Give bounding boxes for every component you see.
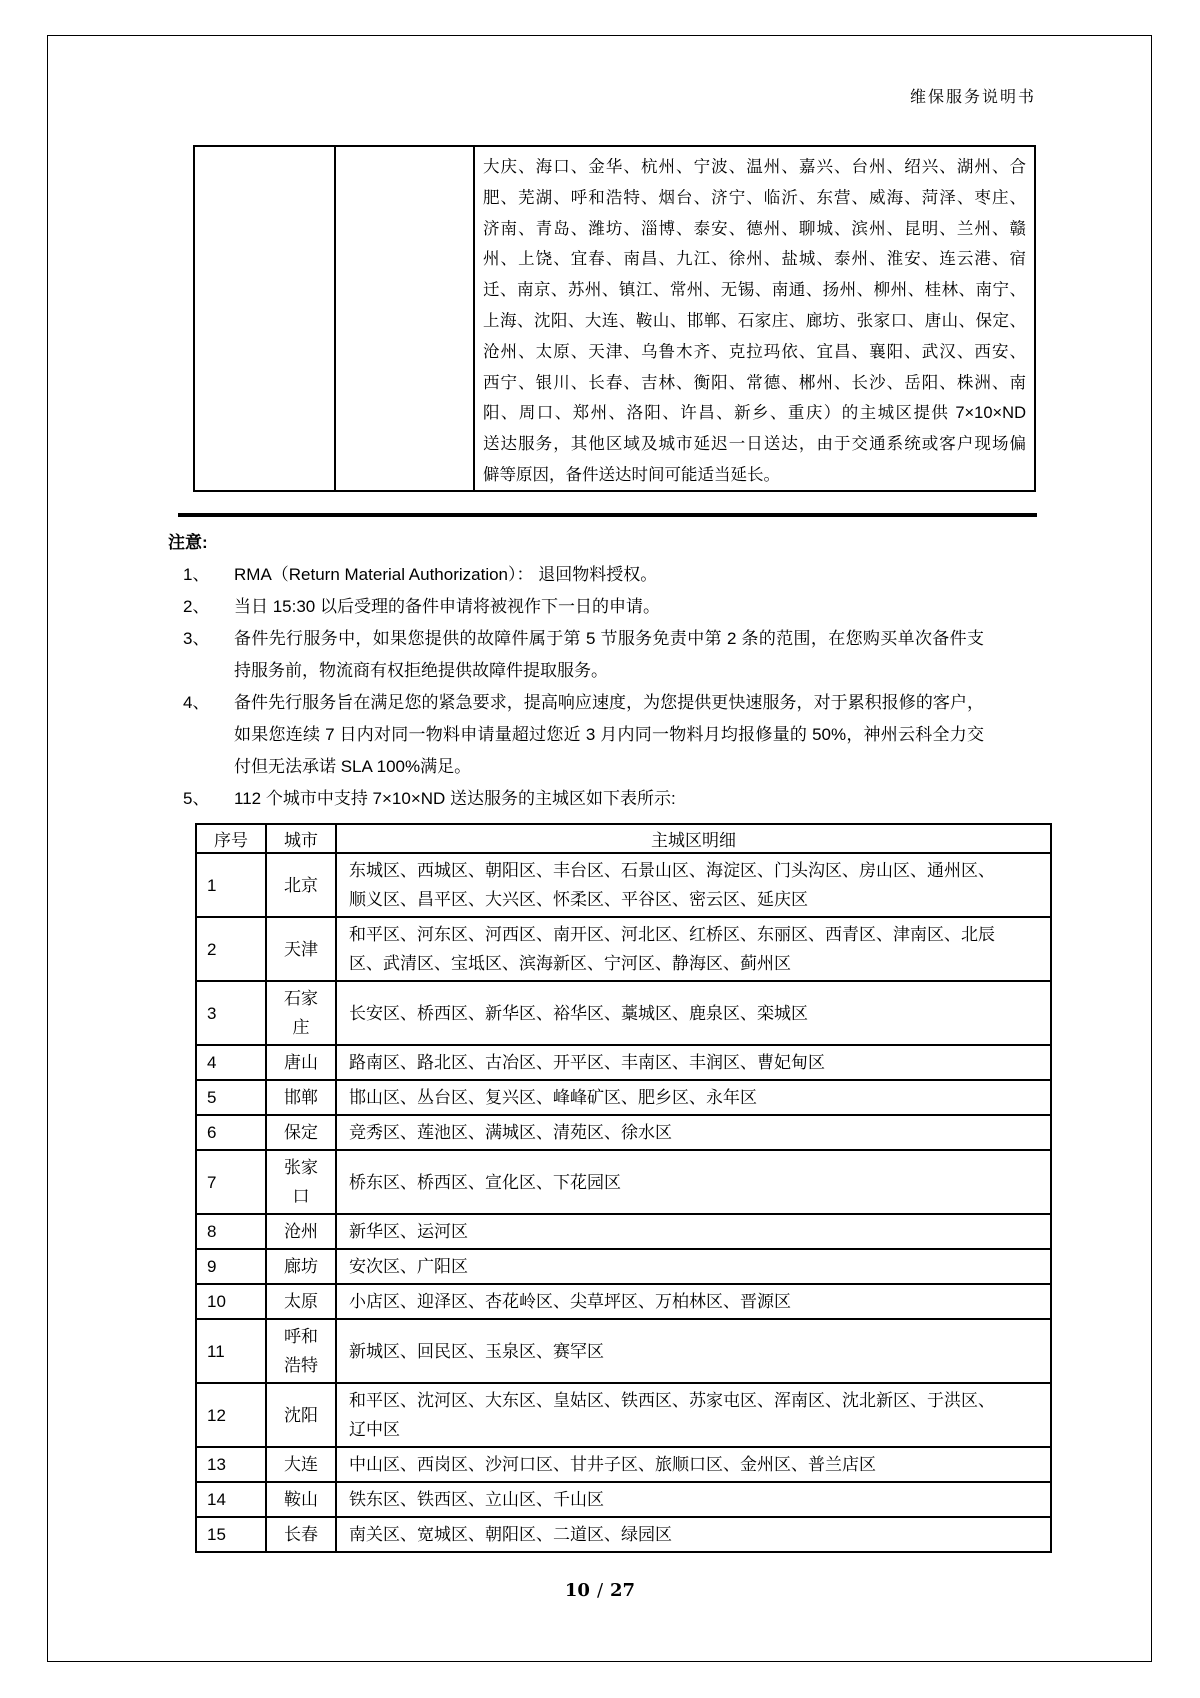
city-list-line: 送达服务，其他区域及城市延迟一日送达，由于交通系统或客户现场偏 xyxy=(483,435,1026,454)
city-list-line: 西宁、银川、长春、吉林、衡阳、常德、郴州、长沙、岳阳、株洲、南 xyxy=(483,373,1026,392)
column-header: 序号 xyxy=(196,824,266,853)
page-number-total: 27 xyxy=(610,1580,636,1601)
city-list-line: 大庆、海口、金华、杭州、宁波、温州、嘉兴、台州、绍兴、湖州、合 xyxy=(483,158,1026,176)
column-header: 主城区明细 xyxy=(336,824,1051,853)
row-index-cell: 15 xyxy=(196,1517,266,1552)
city-name-cell: 廊坊 xyxy=(266,1249,336,1284)
city-name-cell: 天津 xyxy=(266,917,336,981)
city-name-cell: 太原 xyxy=(266,1284,336,1319)
districts-cell: 中山区、西岗区、沙河口区、甘井子区、旅顺口区、金州区、普兰店区 xyxy=(336,1447,1051,1482)
city-list-line: 沧州、太原、天津、乌鲁木齐、克拉玛依、宜昌、襄阳、武汉、西安、 xyxy=(483,342,1026,361)
city-list-line: 州、上饶、宜春、南昌、九江、徐州、盐城、泰州、淮安、连云港、宿 xyxy=(483,250,1026,269)
districts-cell: 和平区、河东区、河西区、南开区、河北区、红桥区、东丽区、西青区、津南区、北辰区、武清区、宝坻区、滨海新区、宁河区、静海区、蓟州区 xyxy=(336,917,1051,981)
section-divider-rule xyxy=(178,513,1037,517)
row-index-cell: 3 xyxy=(196,981,266,1045)
row-index-cell: 2 xyxy=(196,917,266,981)
row-index-cell: 11 xyxy=(196,1319,266,1383)
note-text: 备件先行服务中，如果您提供的故障件属于第 5 节服务免责中第 2 条的范围，在您购买单次备件支持服务前，物流商有权拒绝提供故障件提取服务。 xyxy=(234,629,984,680)
note-text: 当日 15:30 以后受理的备件申请将被视作下一日的申请。 xyxy=(234,597,660,616)
city-name-cell: 鞍山 xyxy=(266,1482,336,1517)
districts-cell: 竞秀区、莲池区、满城区、清苑区、徐水区 xyxy=(336,1115,1051,1150)
table-row xyxy=(196,1214,1051,1249)
table-row xyxy=(196,1150,1051,1214)
districts-cell: 东城区、西城区、朝阳区、丰台区、石景山区、海淀区、门头沟区、房山区、通州区、顺义区、昌平区、大兴区、怀柔区、平谷区、密云区、延庆区 xyxy=(336,853,1051,917)
table-row xyxy=(196,1383,1051,1447)
districts-cell: 长安区、桥西区、新华区、裕华区、藁城区、鹿泉区、栾城区 xyxy=(336,981,1051,1045)
row-index-cell: 7 xyxy=(196,1150,266,1214)
notes-heading: 注意: xyxy=(168,533,208,552)
row-index-cell: 8 xyxy=(196,1214,266,1249)
notes-list xyxy=(168,559,1050,815)
districts-cell: 安次区、广阳区 xyxy=(336,1249,1051,1284)
note-number: 1、 xyxy=(183,565,210,584)
districts-cell: 路南区、路北区、古冶区、开平区、丰南区、丰润区、曹妃甸区 xyxy=(336,1045,1051,1080)
top-table-city-list-cell xyxy=(475,147,1034,490)
note-item xyxy=(168,559,1050,591)
note-number: 4、 xyxy=(183,693,210,712)
districts-cell: 桥东区、桥西区、宣化区、下花园区 xyxy=(336,1150,1051,1214)
table-row xyxy=(196,853,1051,917)
city-name-cell: 长春 xyxy=(266,1517,336,1552)
city-name-cell: 呼和浩特 xyxy=(266,1319,336,1383)
city-name-cell: 保定 xyxy=(266,1115,336,1150)
row-index-cell: 4 xyxy=(196,1045,266,1080)
districts-cell: 邯山区、丛台区、复兴区、峰峰矿区、肥乡区、永年区 xyxy=(336,1080,1051,1115)
note-item xyxy=(168,687,1050,783)
city-name-cell: 北京 xyxy=(266,853,336,917)
city-list-line: 上海、沈阳、大连、鞍山、邯郸、石家庄、廊坊、张家口、唐山、保定、 xyxy=(483,311,1026,330)
note-item xyxy=(168,591,1050,623)
note-text: 112 个城市中支持 7×10×ND 送达服务的主城区如下表所示: xyxy=(234,789,676,808)
table-row xyxy=(196,981,1051,1045)
districts-cell: 和平区、沈河区、大东区、皇姑区、铁西区、苏家屯区、浑南区、沈北新区、于洪区、辽中区 xyxy=(336,1383,1051,1447)
row-index-cell: 14 xyxy=(196,1482,266,1517)
page-number-separator: / xyxy=(596,1580,604,1601)
city-table-header-row xyxy=(196,824,1051,853)
table-row xyxy=(196,1319,1051,1383)
row-index-cell: 6 xyxy=(196,1115,266,1150)
note-item xyxy=(168,783,1050,815)
top-table-empty-cell-2 xyxy=(336,147,475,490)
column-header: 城市 xyxy=(266,824,336,853)
city-list-line: 阳、周口、郑州、洛阳、许昌、新乡、重庆）的主城区提供 7×10×ND xyxy=(483,404,1026,423)
top-table-empty-cell-1 xyxy=(195,147,336,490)
city-list-line: 肥、芜湖、呼和浩特、烟台、济宁、临沂、东营、威海、菏泽、枣庄、 xyxy=(483,188,1026,207)
row-index-cell: 12 xyxy=(196,1383,266,1447)
districts-cell: 铁东区、铁西区、立山区、千山区 xyxy=(336,1482,1051,1517)
districts-cell: 小店区、迎泽区、杏花岭区、尖草坪区、万柏林区、晋源区 xyxy=(336,1284,1051,1319)
note-text: RMA（Return Material Authorization）： 退回物料授权。 xyxy=(234,565,658,584)
page-number-current: 10 xyxy=(564,1580,590,1601)
row-index-cell: 5 xyxy=(196,1080,266,1115)
city-list-line: 迁、南京、苏州、镇江、常州、无锡、南通、扬州、柳州、桂林、南宁、 xyxy=(483,281,1026,300)
page-number xyxy=(0,1580,1200,1601)
city-name-cell: 沧州 xyxy=(266,1214,336,1249)
city-name-cell: 邯郸 xyxy=(266,1080,336,1115)
city-name-cell: 沈阳 xyxy=(266,1383,336,1447)
table-row xyxy=(196,1284,1051,1319)
row-index-cell: 13 xyxy=(196,1447,266,1482)
districts-cell: 新华区、运河区 xyxy=(336,1214,1051,1249)
districts-cell: 南关区、宽城区、朝阳区、二道区、绿园区 xyxy=(336,1517,1051,1552)
note-number: 3、 xyxy=(183,629,210,648)
city-name-cell: 唐山 xyxy=(266,1045,336,1080)
note-number: 2、 xyxy=(183,597,210,616)
table-row xyxy=(196,1482,1051,1517)
districts-cell: 新城区、回民区、玉泉区、赛罕区 xyxy=(336,1319,1051,1383)
table-row xyxy=(196,1447,1051,1482)
row-index-cell: 9 xyxy=(196,1249,266,1284)
notes-section xyxy=(168,527,1050,815)
city-name-cell: 石家庄 xyxy=(266,981,336,1045)
city-name-cell: 张家口 xyxy=(266,1150,336,1214)
city-districts-table xyxy=(195,823,1052,1553)
row-index-cell: 1 xyxy=(196,853,266,917)
table-row xyxy=(196,1080,1051,1115)
delivery-cities-table xyxy=(193,145,1036,492)
table-row xyxy=(196,1045,1051,1080)
table-row xyxy=(196,1249,1051,1284)
table-row xyxy=(196,1517,1051,1552)
row-index-cell: 10 xyxy=(196,1284,266,1319)
table-row xyxy=(196,917,1051,981)
note-item xyxy=(168,623,1050,687)
city-name-cell: 大连 xyxy=(266,1447,336,1482)
header-title: 维保服务说明书 xyxy=(909,89,1036,106)
note-text: 备件先行服务旨在满足您的紧急要求，提高响应速度，为您提供更快速服务，对于累积报修的客户，如果您连续 7 日内对同一物料申请量超过您近 3 月内同一物料月均报修量的 50%，神州云科全力交付但无法承诺 SLA 100%满足。 xyxy=(234,693,984,776)
note-number: 5、 xyxy=(183,789,210,808)
city-list-line: 僻等原因，备件送达时间可能适当延长。 xyxy=(483,465,780,484)
table-row xyxy=(196,1115,1051,1150)
city-list-line: 济南、青岛、潍坊、淄博、泰安、德州、聊城、滨州、昆明、兰州、赣 xyxy=(483,219,1026,238)
